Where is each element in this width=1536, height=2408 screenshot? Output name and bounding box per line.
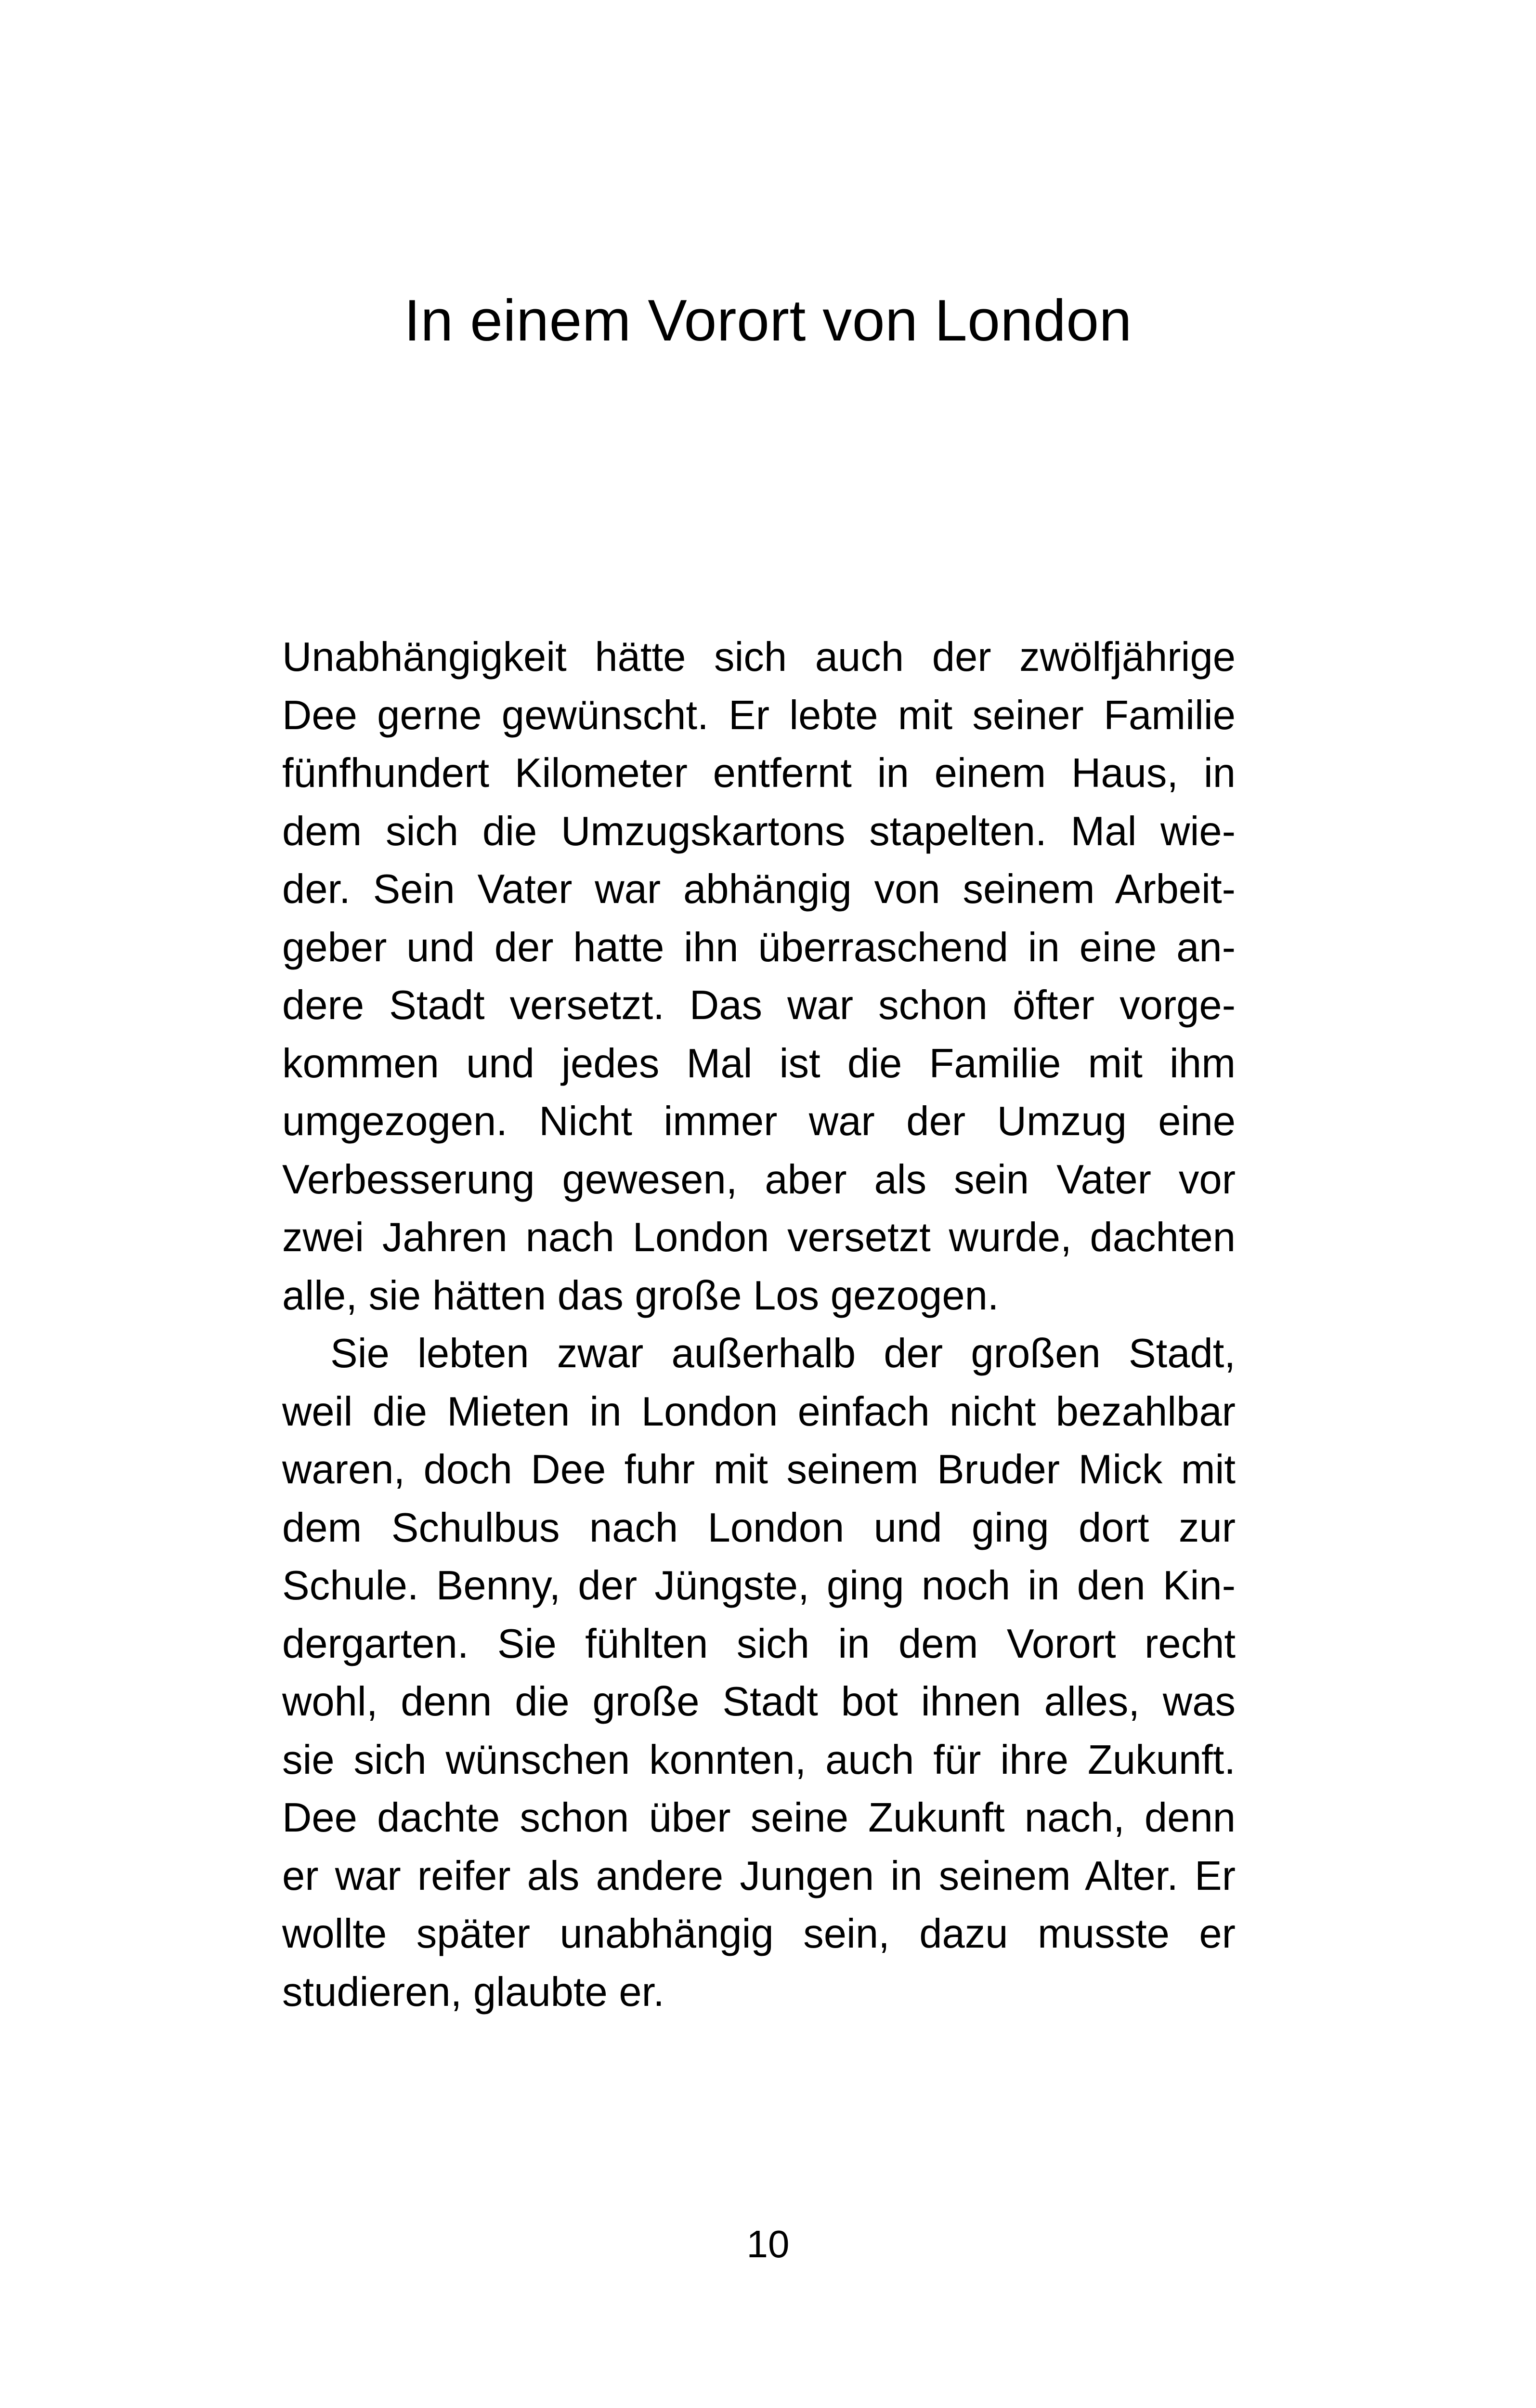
text-line: alle, sie hätten das große Los gezogen. [282, 1272, 999, 1319]
text-line: dere Stadt versetzt. Das war schon öfter vorge- [282, 982, 1236, 1028]
text-line: studieren, glaubte er. [282, 1969, 664, 2015]
text-line: geber und der hatte ihn überraschend in eine an- [282, 924, 1236, 970]
body-text [282, 628, 1236, 2021]
text-line: umgezogen. Nicht immer war der Umzug eine [282, 1099, 1236, 1144]
text-line: dem Schulbus nach London und ging dort zur [282, 1505, 1236, 1551]
text-line: dem sich die Umzugskartons stapelten. Mal wie- [282, 808, 1236, 854]
text-line: der. Sein Vater war abhängig von seinem Arbeit- [282, 866, 1236, 912]
text-line: kommen und jedes Mal ist die Familie mit ihm [282, 1040, 1236, 1086]
text-line: Unabhängigkeit hätte sich auch der zwölfjährige [282, 634, 1236, 680]
text-line: zwei Jahren nach London versetzt wurde, dachten [282, 1215, 1236, 1260]
text-line: wohl, denn die große Stadt bot ihnen alles, was [282, 1679, 1236, 1725]
text-line: er war reifer als andere Jungen in seinem Alter. Er [282, 1853, 1236, 1899]
text-line: waren, doch Dee fuhr mit seinem Bruder Mick mit [282, 1447, 1236, 1492]
page-number: 10 [746, 2223, 790, 2265]
text-line: Schule. Benny, der Jüngste, ging noch in den Kin- [282, 1563, 1236, 1609]
text-line: Dee gerne gewünscht. Er lebte mit seiner Familie [282, 692, 1236, 738]
text-line: Verbesserung gewesen, aber als sein Vater vor [282, 1156, 1236, 1203]
text-line: fünfhundert Kilometer entfernt in einem Haus, in [282, 750, 1236, 796]
chapter-title: In einem Vorort von London [404, 288, 1132, 353]
text-line: weil die Mieten in London einfach nicht bezahlbar [282, 1388, 1236, 1435]
text-line: Dee dachte schon über seine Zukunft nach, denn [282, 1795, 1236, 1841]
text-line: Sie lebten zwar außerhalb der großen Stadt, [330, 1331, 1236, 1376]
text-line: sie sich wünschen konnten, auch für ihre Zukunft. [282, 1737, 1236, 1783]
text-line: wollte später unabhängig sein, dazu musste er [282, 1911, 1236, 1957]
text-line: dergarten. Sie fühlten sich in dem Vorort recht [282, 1621, 1236, 1667]
